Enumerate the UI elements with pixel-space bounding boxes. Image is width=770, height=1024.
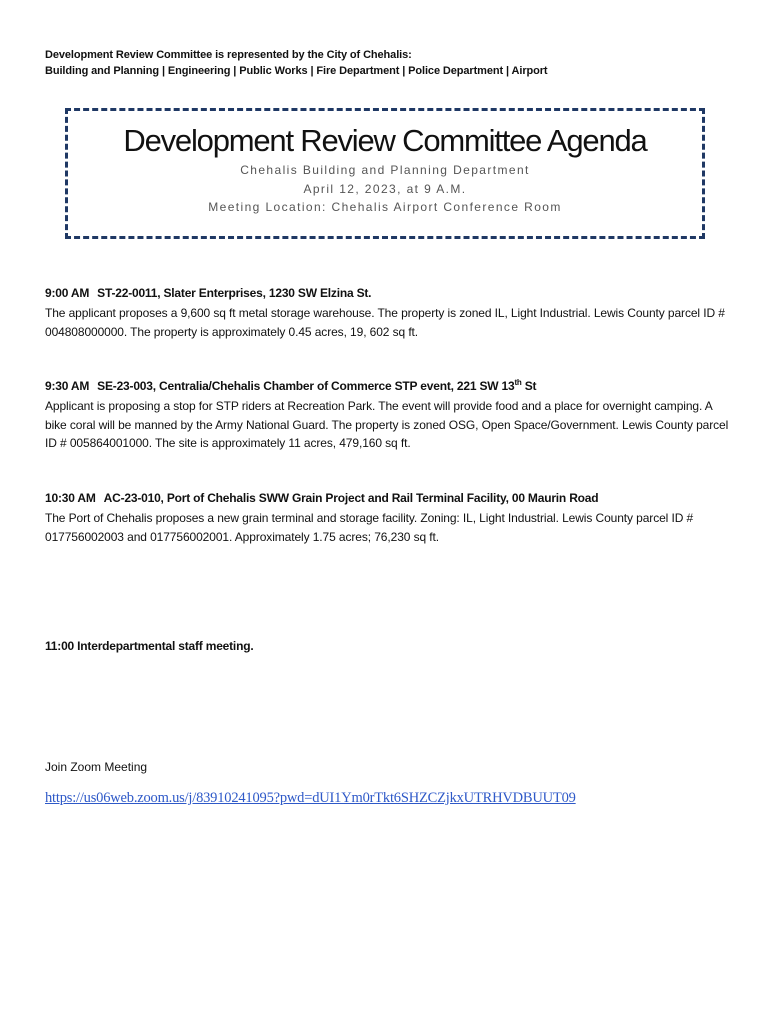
agenda-item-description: Applicant is proposing a stop for STP riders at Recreation Park. The event will provide food and a place for overnight camping. A bike coral will be manned by the Army National Guard. The property is zoned OSG, Open Space/Government. Lewis County parcel ID # 005864001000. The site is approximately 11 acres, 479,160 sq ft. <box>45 399 729 450</box>
zoom-meeting-label: Join Zoom Meeting <box>45 760 148 774</box>
agenda-item-se-23-003 <box>45 377 735 453</box>
agenda-title-box <box>65 108 705 239</box>
agenda-item-staff-meeting <box>45 637 735 655</box>
page-title: Development Review Committee Agenda <box>123 123 647 158</box>
agenda-item-heading <box>45 377 735 395</box>
zoom-meeting-link[interactable]: https://us06web.zoom.us/j/83910241095?pwd=dUI1Ym0rTkt6SHZCZjkxUTRHVDBUUT09 <box>45 790 576 806</box>
agenda-item-ac-23-010 <box>45 489 735 546</box>
agenda-item-heading <box>45 284 735 302</box>
agenda-item-heading <box>45 489 735 507</box>
meeting-date: April 12, 2023, at 9 A.M. <box>303 181 467 196</box>
agenda-item-description: The Port of Chehalis proposes a new grain terminal and storage facility. Zoning: IL, Light Industrial. Lewis County parcel ID # 017756002003 and 017756002001. Approximately 1.75 acres; 76,230 sq ft. <box>45 511 694 544</box>
agenda-item-time: 9:30 AM <box>45 379 90 393</box>
agenda-item-title: ST-22-0011, Slater Enterprises, 1230 SW Elzina St. <box>97 286 372 300</box>
agenda-item-description: The applicant proposes a 9,600 sq ft metal storage warehouse. The property is zoned IL, Light Industrial. Lewis County parcel ID # 004808000000. The property is approximately 0.45 acres, 19, 602 sq ft. <box>45 306 725 339</box>
agenda-item-time: 9:00 AM <box>45 286 90 300</box>
representation-line-1: Development Review Committee is represented by the City of Chehalis: <box>45 49 412 61</box>
agenda-item-title: SE-23-003, Centralia/Chehalis Chamber of Commerce STP event, 221 SW 13 <box>97 379 515 393</box>
department-name: Chehalis Building and Planning Department <box>240 163 530 177</box>
agenda-item-time: 10:30 AM <box>45 491 96 505</box>
agenda-item-st-22-0011 <box>45 284 735 341</box>
committee-representation-note <box>45 47 548 79</box>
ordinal-suffix: th <box>514 378 522 387</box>
representation-line-2: Building and Planning | Engineering | Public Works | Fire Department | Police Department | Airport <box>45 65 548 77</box>
agenda-item-title: AC-23-010, Port of Chehalis SWW Grain Project and Rail Terminal Facility, 00 Maurin Road <box>103 491 599 505</box>
agenda-item-heading: 11:00 Interdepartmental staff meeting. <box>45 639 254 653</box>
meeting-location: Meeting Location: Chehalis Airport Conference Room <box>208 200 562 214</box>
agenda-item-title-end: St <box>521 379 537 393</box>
